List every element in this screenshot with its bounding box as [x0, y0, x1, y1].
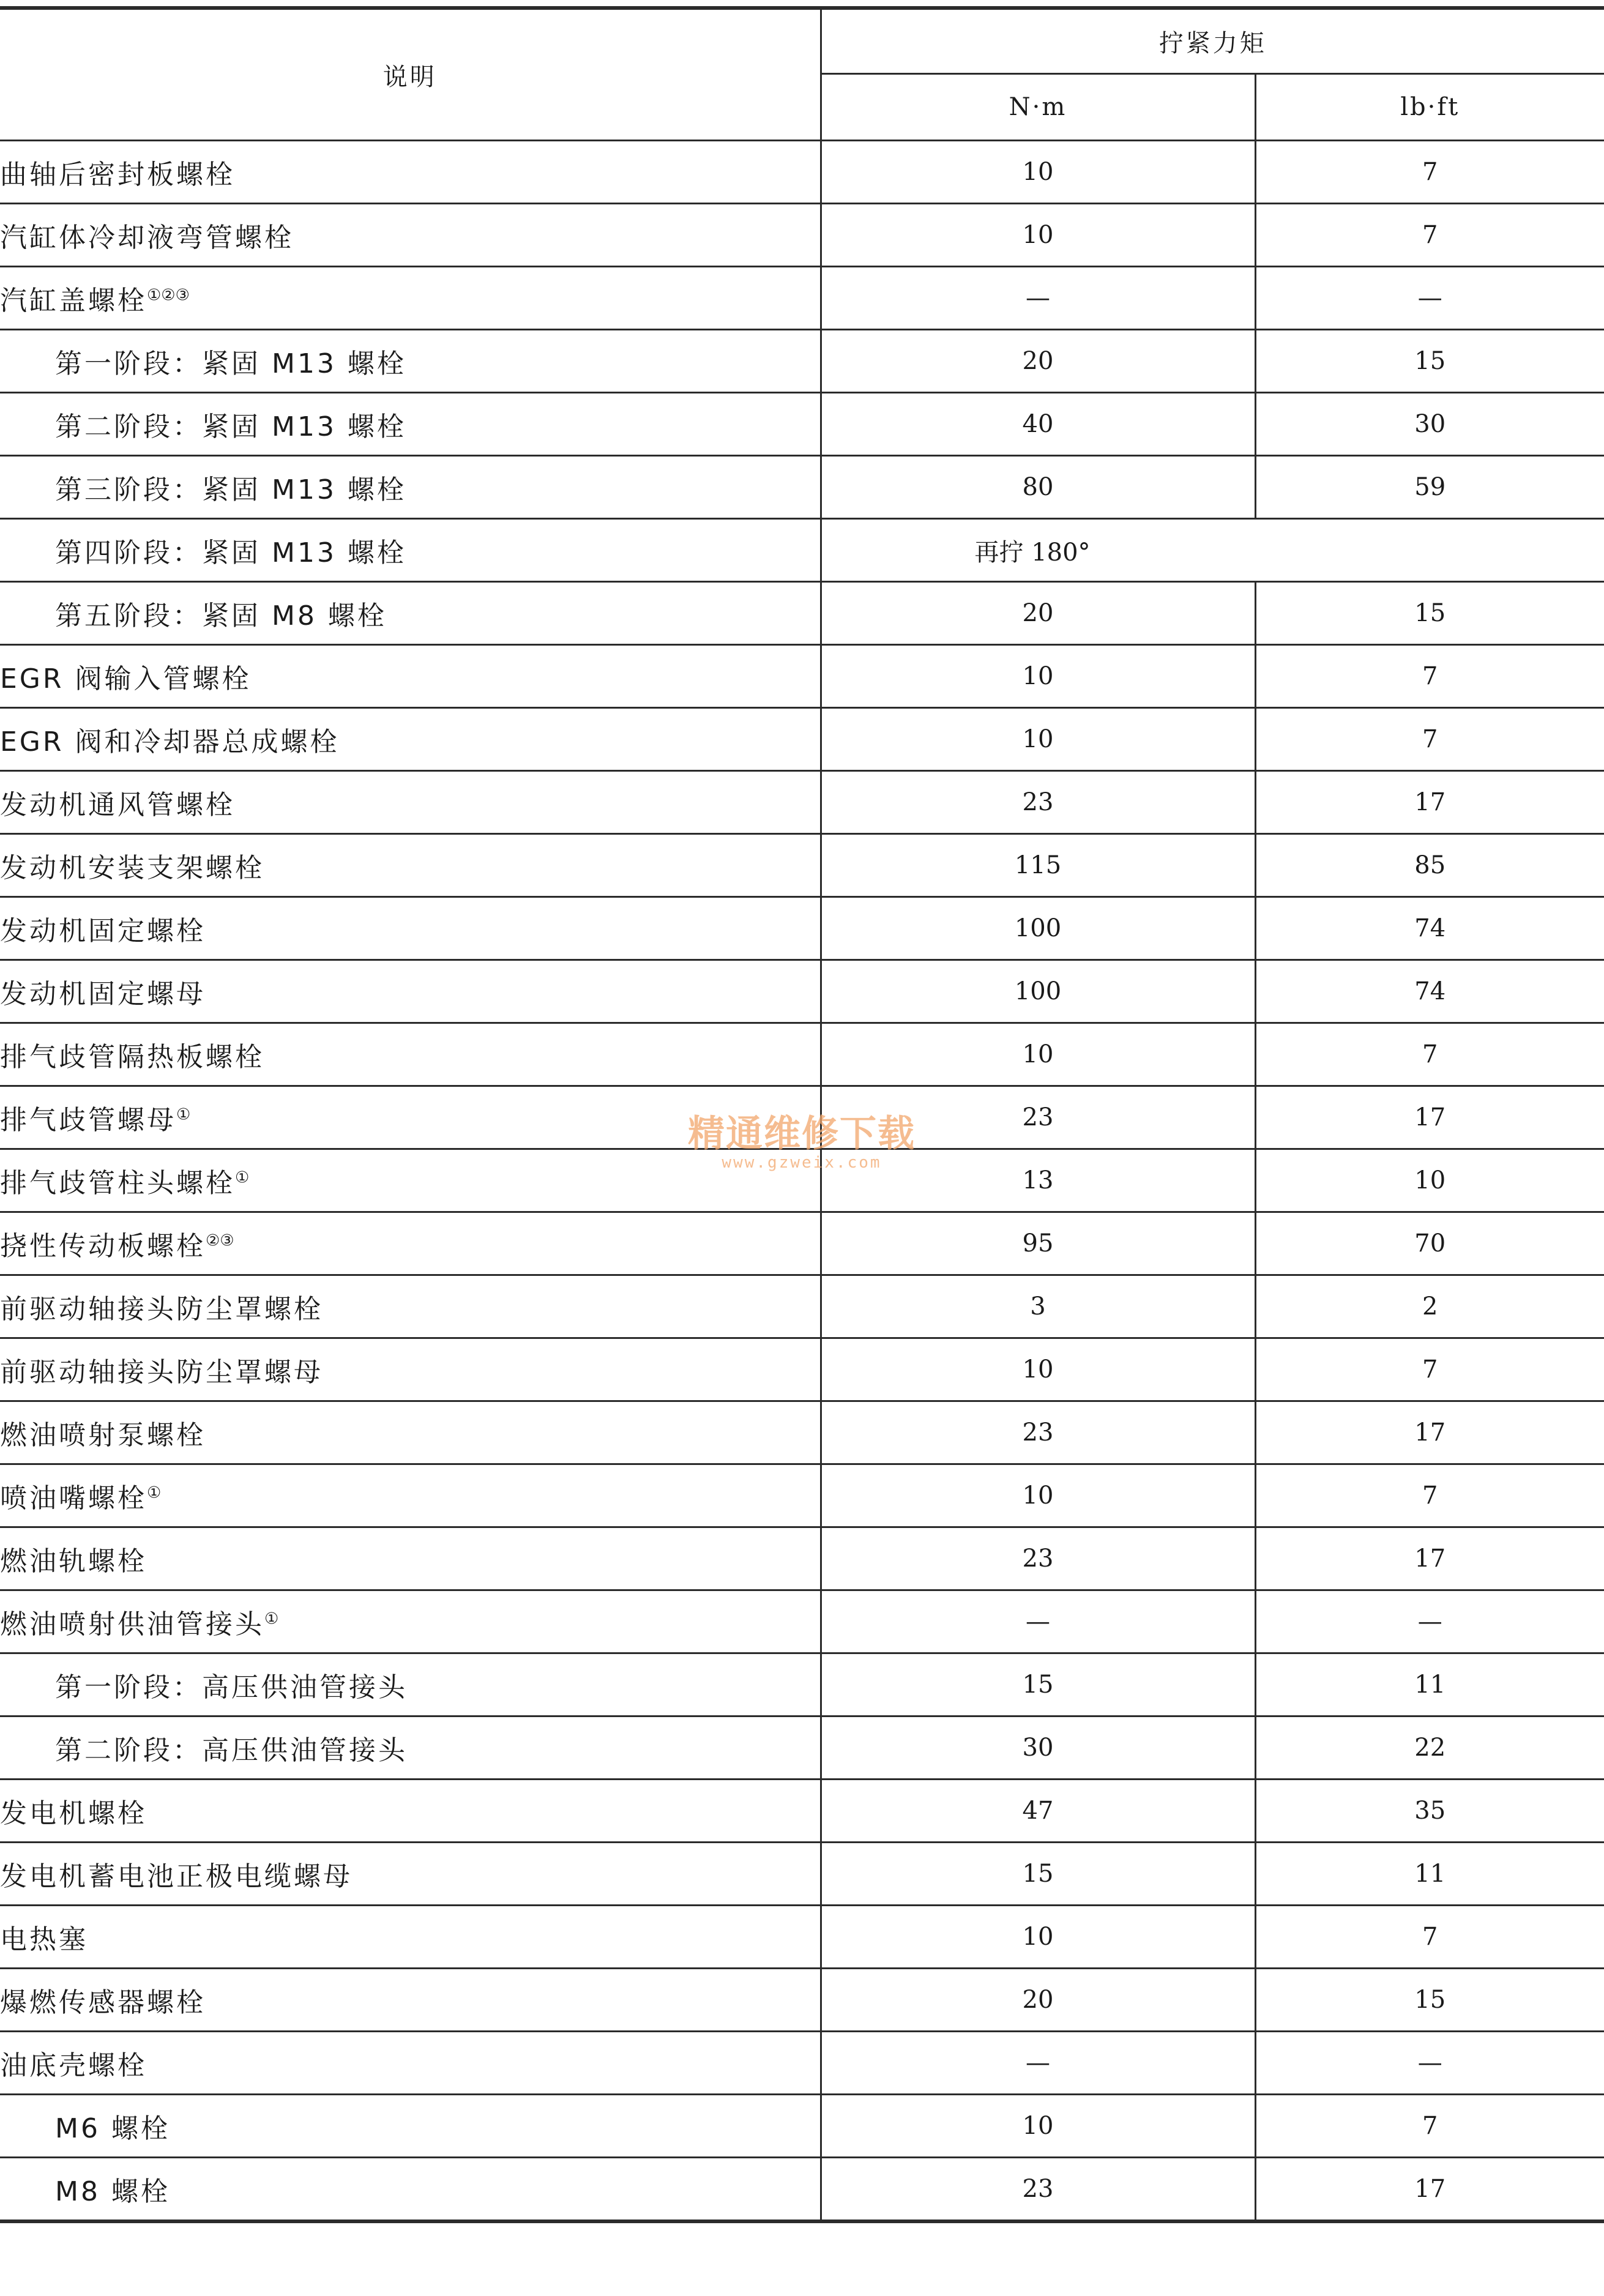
table-row — [0, 1212, 1604, 1275]
table-row — [0, 456, 1604, 519]
table-row — [0, 1843, 1604, 1906]
cell-description — [0, 1527, 821, 1590]
cell-torque-nm: 20 — [821, 330, 1255, 393]
cell-torque-lbft: 74 — [1255, 960, 1604, 1023]
cell-torque-lbft: 11 — [1255, 1653, 1604, 1716]
cell-torque-nm: 80 — [821, 456, 1255, 519]
cell-torque-nm: 115 — [821, 834, 1255, 897]
description-text: 排气歧管柱头螺栓 — [0, 1168, 235, 1199]
cell-torque-nm: 10 — [821, 1023, 1255, 1086]
header-unit-nm: N·m — [821, 74, 1255, 141]
footnote-marker: ②③ — [206, 1231, 234, 1250]
description-text: 第二阶段：高压供油管接头 — [55, 1735, 408, 1766]
description-text: 发动机固定螺栓 — [0, 915, 206, 947]
table-body — [0, 141, 1604, 2222]
cell-description — [0, 2032, 821, 2095]
description-text: 发电机螺栓 — [0, 1798, 147, 1829]
description-text: 第三阶段：紧固 M13 螺栓 — [55, 474, 406, 505]
cell-torque-nm: 95 — [821, 1212, 1255, 1275]
watermark-url: www.gzweix.com — [722, 1154, 882, 1172]
description-text: 第四阶段：紧固 M13 螺栓 — [55, 537, 406, 568]
table-row — [0, 708, 1604, 771]
cell-description — [0, 393, 821, 456]
description-text: 油底壳螺栓 — [0, 2050, 147, 2081]
table-row — [0, 1780, 1604, 1843]
table-row — [0, 1401, 1604, 1464]
description-text: 发动机安装支架螺栓 — [0, 852, 264, 884]
description-text: 第二阶段：紧固 M13 螺栓 — [55, 411, 406, 442]
description-text: 汽缸盖螺栓 — [0, 285, 147, 316]
table-row — [0, 267, 1604, 330]
description-text: 曲轴后密封板螺栓 — [0, 159, 235, 190]
cell-torque-lbft: 7 — [1255, 2095, 1604, 2158]
cell-torque-lbft: 15 — [1255, 1969, 1604, 2032]
cell-description — [0, 1275, 821, 1338]
table-row — [0, 771, 1604, 834]
cell-torque-lbft: 15 — [1255, 582, 1604, 645]
description-text: 喷油嘴螺栓 — [0, 1483, 147, 1514]
cell-torque-lbft: 7 — [1255, 1338, 1604, 1401]
cell-description — [0, 456, 821, 519]
cell-torque-nm: 10 — [821, 141, 1255, 204]
cell-description — [0, 330, 821, 393]
table-row — [0, 834, 1604, 897]
table-row — [0, 330, 1604, 393]
cell-description — [0, 2095, 821, 2158]
cell-torque-lbft: 7 — [1255, 204, 1604, 267]
table-row — [0, 1338, 1604, 1401]
cell-torque-nm: 10 — [821, 1906, 1255, 1969]
cell-description — [0, 708, 821, 771]
table-row — [0, 897, 1604, 960]
cell-torque-nm: 再拧 180° — [821, 519, 1604, 582]
cell-torque-lbft: 17 — [1255, 1401, 1604, 1464]
table-row — [0, 2095, 1604, 2158]
description-text: 发动机固定螺母 — [0, 978, 206, 1010]
cell-description — [0, 1590, 821, 1653]
description-text: 排气歧管隔热板螺栓 — [0, 1042, 264, 1073]
cell-torque-nm: 23 — [821, 1527, 1255, 1590]
cell-torque-lbft: 7 — [1255, 1906, 1604, 1969]
cell-torque-lbft: 7 — [1255, 1464, 1604, 1527]
cell-torque-nm: — — [821, 1590, 1255, 1653]
cell-description — [0, 1464, 821, 1527]
table-row — [0, 1086, 1604, 1149]
cell-torque-lbft: 85 — [1255, 834, 1604, 897]
description-text: 前驱动轴接头防尘罩螺栓 — [0, 1294, 323, 1325]
table-row — [0, 2032, 1604, 2095]
table-row — [0, 645, 1604, 708]
table-row — [0, 1464, 1604, 1527]
cell-torque-lbft: 22 — [1255, 1716, 1604, 1780]
description-text: 前驱动轴接头防尘罩螺母 — [0, 1357, 323, 1388]
cell-torque-lbft: 70 — [1255, 1212, 1604, 1275]
footnote-marker: ① — [264, 1609, 279, 1628]
cell-description — [0, 1843, 821, 1906]
cell-torque-nm: 10 — [821, 708, 1255, 771]
cell-torque-lbft: 59 — [1255, 456, 1604, 519]
cell-torque-nm: 47 — [821, 1780, 1255, 1843]
cell-description — [0, 141, 821, 204]
cell-torque-nm: — — [821, 267, 1255, 330]
description-text: M8 螺栓 — [55, 2176, 170, 2207]
cell-torque-lbft: 7 — [1255, 141, 1604, 204]
cell-torque-nm: 100 — [821, 960, 1255, 1023]
watermark-text: 精通维修下载 — [688, 1113, 916, 1155]
description-text: 发电机蓄电池正极电缆螺母 — [0, 1861, 353, 1892]
description-text: 第一阶段：高压供油管接头 — [55, 1672, 408, 1703]
cell-description — [0, 1212, 821, 1275]
cell-torque-nm: 23 — [821, 2158, 1255, 2222]
cell-torque-nm: 10 — [821, 2095, 1255, 2158]
table-row — [0, 2158, 1604, 2222]
cell-torque-nm: 10 — [821, 1464, 1255, 1527]
description-text: 燃油喷射供油管接头 — [0, 1609, 264, 1640]
header-torque: 拧紧力矩 — [821, 8, 1604, 74]
cell-torque-lbft: 17 — [1255, 1086, 1604, 1149]
cell-torque-nm: 10 — [821, 1338, 1255, 1401]
cell-torque-nm: 23 — [821, 1086, 1255, 1149]
description-text: EGR 阀和冷却器总成螺栓 — [0, 726, 340, 758]
cell-torque-lbft: 30 — [1255, 393, 1604, 456]
table-row — [0, 582, 1604, 645]
cell-description — [0, 267, 821, 330]
cell-torque-nm: 10 — [821, 204, 1255, 267]
description-text: 燃油轨螺栓 — [0, 1546, 147, 1577]
cell-torque-lbft: 7 — [1255, 645, 1604, 708]
table-row — [0, 1716, 1604, 1780]
cell-torque-lbft: 17 — [1255, 2158, 1604, 2222]
description-text: 爆燃传感器螺栓 — [0, 1987, 206, 2018]
table-row — [0, 204, 1604, 267]
table-row — [0, 1969, 1604, 2032]
cell-torque-lbft: 15 — [1255, 330, 1604, 393]
cell-description — [0, 645, 821, 708]
cell-description — [0, 1906, 821, 1969]
footnote-marker: ① — [147, 1483, 162, 1502]
cell-description — [0, 519, 821, 582]
table-row — [0, 1149, 1604, 1212]
description-text: 发动机通风管螺栓 — [0, 789, 235, 821]
table-row — [0, 141, 1604, 204]
cell-torque-nm: 40 — [821, 393, 1255, 456]
cell-description — [0, 1023, 821, 1086]
cell-description — [0, 1401, 821, 1464]
cell-torque-nm: 3 — [821, 1275, 1255, 1338]
description-text: EGR 阀输入管螺栓 — [0, 663, 252, 695]
cell-torque-lbft: 74 — [1255, 897, 1604, 960]
description-text: 汽缸体冷却液弯管螺栓 — [0, 222, 294, 253]
cell-torque-nm: 13 — [821, 1149, 1255, 1212]
header-row-top — [0, 8, 1604, 74]
cell-torque-lbft: 7 — [1255, 708, 1604, 771]
footnote-marker: ① — [176, 1105, 191, 1124]
cell-torque-nm: 100 — [821, 897, 1255, 960]
cell-torque-nm: — — [821, 2032, 1255, 2095]
description-text: M6 螺栓 — [55, 2113, 170, 2144]
cell-torque-lbft: — — [1255, 1590, 1604, 1653]
cell-torque-lbft: 2 — [1255, 1275, 1604, 1338]
table-row — [0, 1023, 1604, 1086]
cell-torque-nm: 23 — [821, 771, 1255, 834]
cell-torque-lbft: — — [1255, 2032, 1604, 2095]
table-row — [0, 1275, 1604, 1338]
cell-torque-nm: 20 — [821, 1969, 1255, 2032]
cell-description — [0, 1716, 821, 1780]
description-text: 电热塞 — [0, 1924, 88, 1955]
cell-description — [0, 1338, 821, 1401]
table-row — [0, 1653, 1604, 1716]
torque-spec-table — [0, 6, 1604, 2223]
description-text: 挠性传动板螺栓 — [0, 1231, 206, 1262]
table-row — [0, 1527, 1604, 1590]
table-row — [0, 519, 1604, 582]
cell-torque-nm: 20 — [821, 582, 1255, 645]
description-text: 第一阶段：紧固 M13 螺栓 — [55, 348, 406, 379]
header-unit-lbft: lb·ft — [1255, 74, 1604, 141]
cell-description — [0, 1149, 821, 1212]
cell-description — [0, 771, 821, 834]
cell-torque-nm: 15 — [821, 1653, 1255, 1716]
cell-description — [0, 2158, 821, 2222]
description-text: 第五阶段：紧固 M8 螺栓 — [55, 600, 387, 632]
footnote-marker: ① — [235, 1168, 250, 1187]
cell-torque-lbft: 17 — [1255, 1527, 1604, 1590]
cell-torque-lbft: 17 — [1255, 771, 1604, 834]
cell-description — [0, 897, 821, 960]
cell-torque-lbft: 7 — [1255, 1023, 1604, 1086]
table-row — [0, 1590, 1604, 1653]
table-row — [0, 960, 1604, 1023]
header-description: 说明 — [0, 8, 821, 141]
cell-torque-lbft: 11 — [1255, 1843, 1604, 1906]
cell-torque-nm: 23 — [821, 1401, 1255, 1464]
cell-description — [0, 582, 821, 645]
cell-torque-lbft: — — [1255, 267, 1604, 330]
cell-description — [0, 204, 821, 267]
cell-description — [0, 1969, 821, 2032]
cell-description — [0, 1780, 821, 1843]
cell-torque-nm: 30 — [821, 1716, 1255, 1780]
cell-torque-nm: 15 — [821, 1843, 1255, 1906]
cell-description — [0, 1086, 821, 1149]
cell-torque-nm: 10 — [821, 645, 1255, 708]
cell-torque-lbft: 10 — [1255, 1149, 1604, 1212]
cell-torque-lbft: 35 — [1255, 1780, 1604, 1843]
cell-description — [0, 834, 821, 897]
table-row — [0, 393, 1604, 456]
table-row — [0, 1906, 1604, 1969]
description-text: 燃油喷射泵螺栓 — [0, 1420, 206, 1451]
cell-description — [0, 960, 821, 1023]
footnote-marker: ①②③ — [147, 286, 190, 305]
description-text: 排气歧管螺母 — [0, 1105, 176, 1136]
cell-description — [0, 1653, 821, 1716]
